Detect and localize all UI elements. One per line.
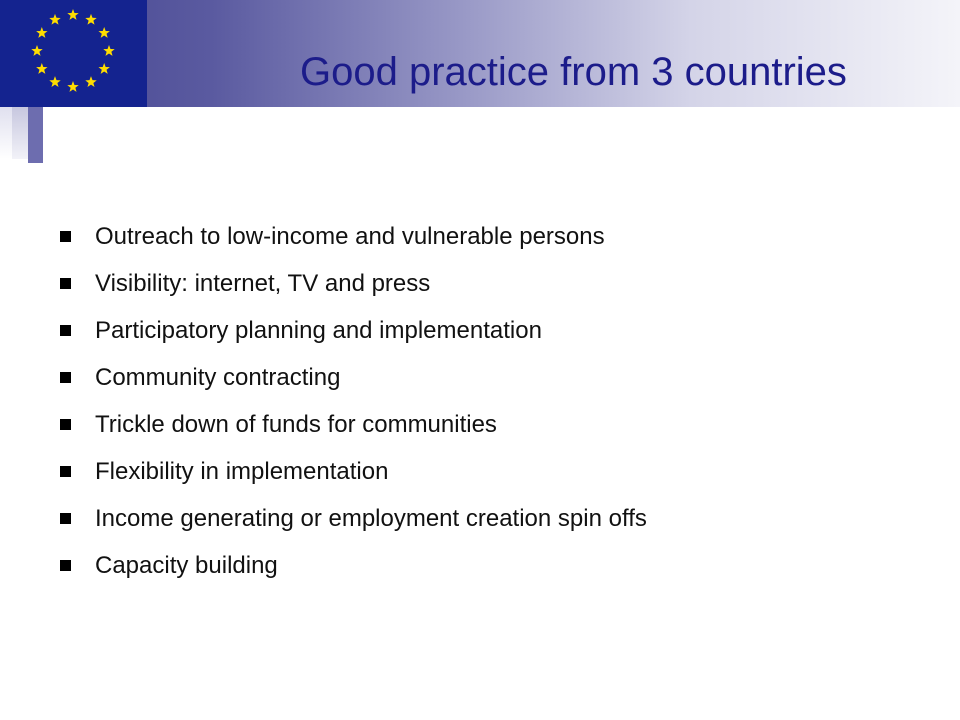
square-bullet-icon	[60, 560, 71, 571]
star-icon	[85, 14, 96, 25]
eu-flag-icon	[0, 0, 147, 107]
star-icon	[85, 76, 96, 87]
bullet-item	[60, 401, 647, 448]
bullet-text: Community contracting	[95, 364, 341, 391]
square-bullet-icon	[60, 372, 71, 383]
slide-title: Good practice from 3 countries	[300, 50, 847, 94]
bullet-text: Participatory planning and implementation	[95, 317, 542, 344]
square-bullet-icon	[60, 513, 71, 524]
bullet-text: Outreach to low-income and vulnerable persons	[95, 223, 605, 250]
star-icon	[67, 81, 78, 92]
bullet-item	[60, 307, 647, 354]
star-icon	[67, 9, 78, 20]
bullet-item	[60, 448, 647, 495]
bullet-text: Income generating or employment creation spin offs	[95, 505, 647, 532]
square-bullet-icon	[60, 278, 71, 289]
bullet-text: Flexibility in implementation	[95, 458, 389, 485]
square-bullet-icon	[60, 231, 71, 242]
star-icon	[98, 27, 109, 38]
star-icon	[31, 45, 42, 56]
star-icon	[49, 76, 60, 87]
bullet-list	[60, 213, 647, 589]
square-bullet-icon	[60, 325, 71, 336]
bullet-item	[60, 495, 647, 542]
bullet-text: Capacity building	[95, 552, 278, 579]
square-bullet-icon	[60, 466, 71, 477]
decorative-bar-mid	[12, 107, 28, 159]
star-icon	[36, 27, 47, 38]
bullet-item	[60, 213, 647, 260]
bullet-item	[60, 354, 647, 401]
bullet-text: Trickle down of funds for communities	[95, 411, 497, 438]
star-icon	[98, 63, 109, 74]
bullet-item	[60, 260, 647, 307]
star-icon	[36, 63, 47, 74]
star-icon	[103, 45, 114, 56]
decorative-bar-light	[0, 107, 12, 159]
bullet-text: Visibility: internet, TV and press	[95, 270, 431, 297]
decorative-bar-dark	[28, 107, 43, 163]
bullet-item	[60, 542, 647, 589]
square-bullet-icon	[60, 419, 71, 430]
star-icon	[49, 14, 60, 25]
